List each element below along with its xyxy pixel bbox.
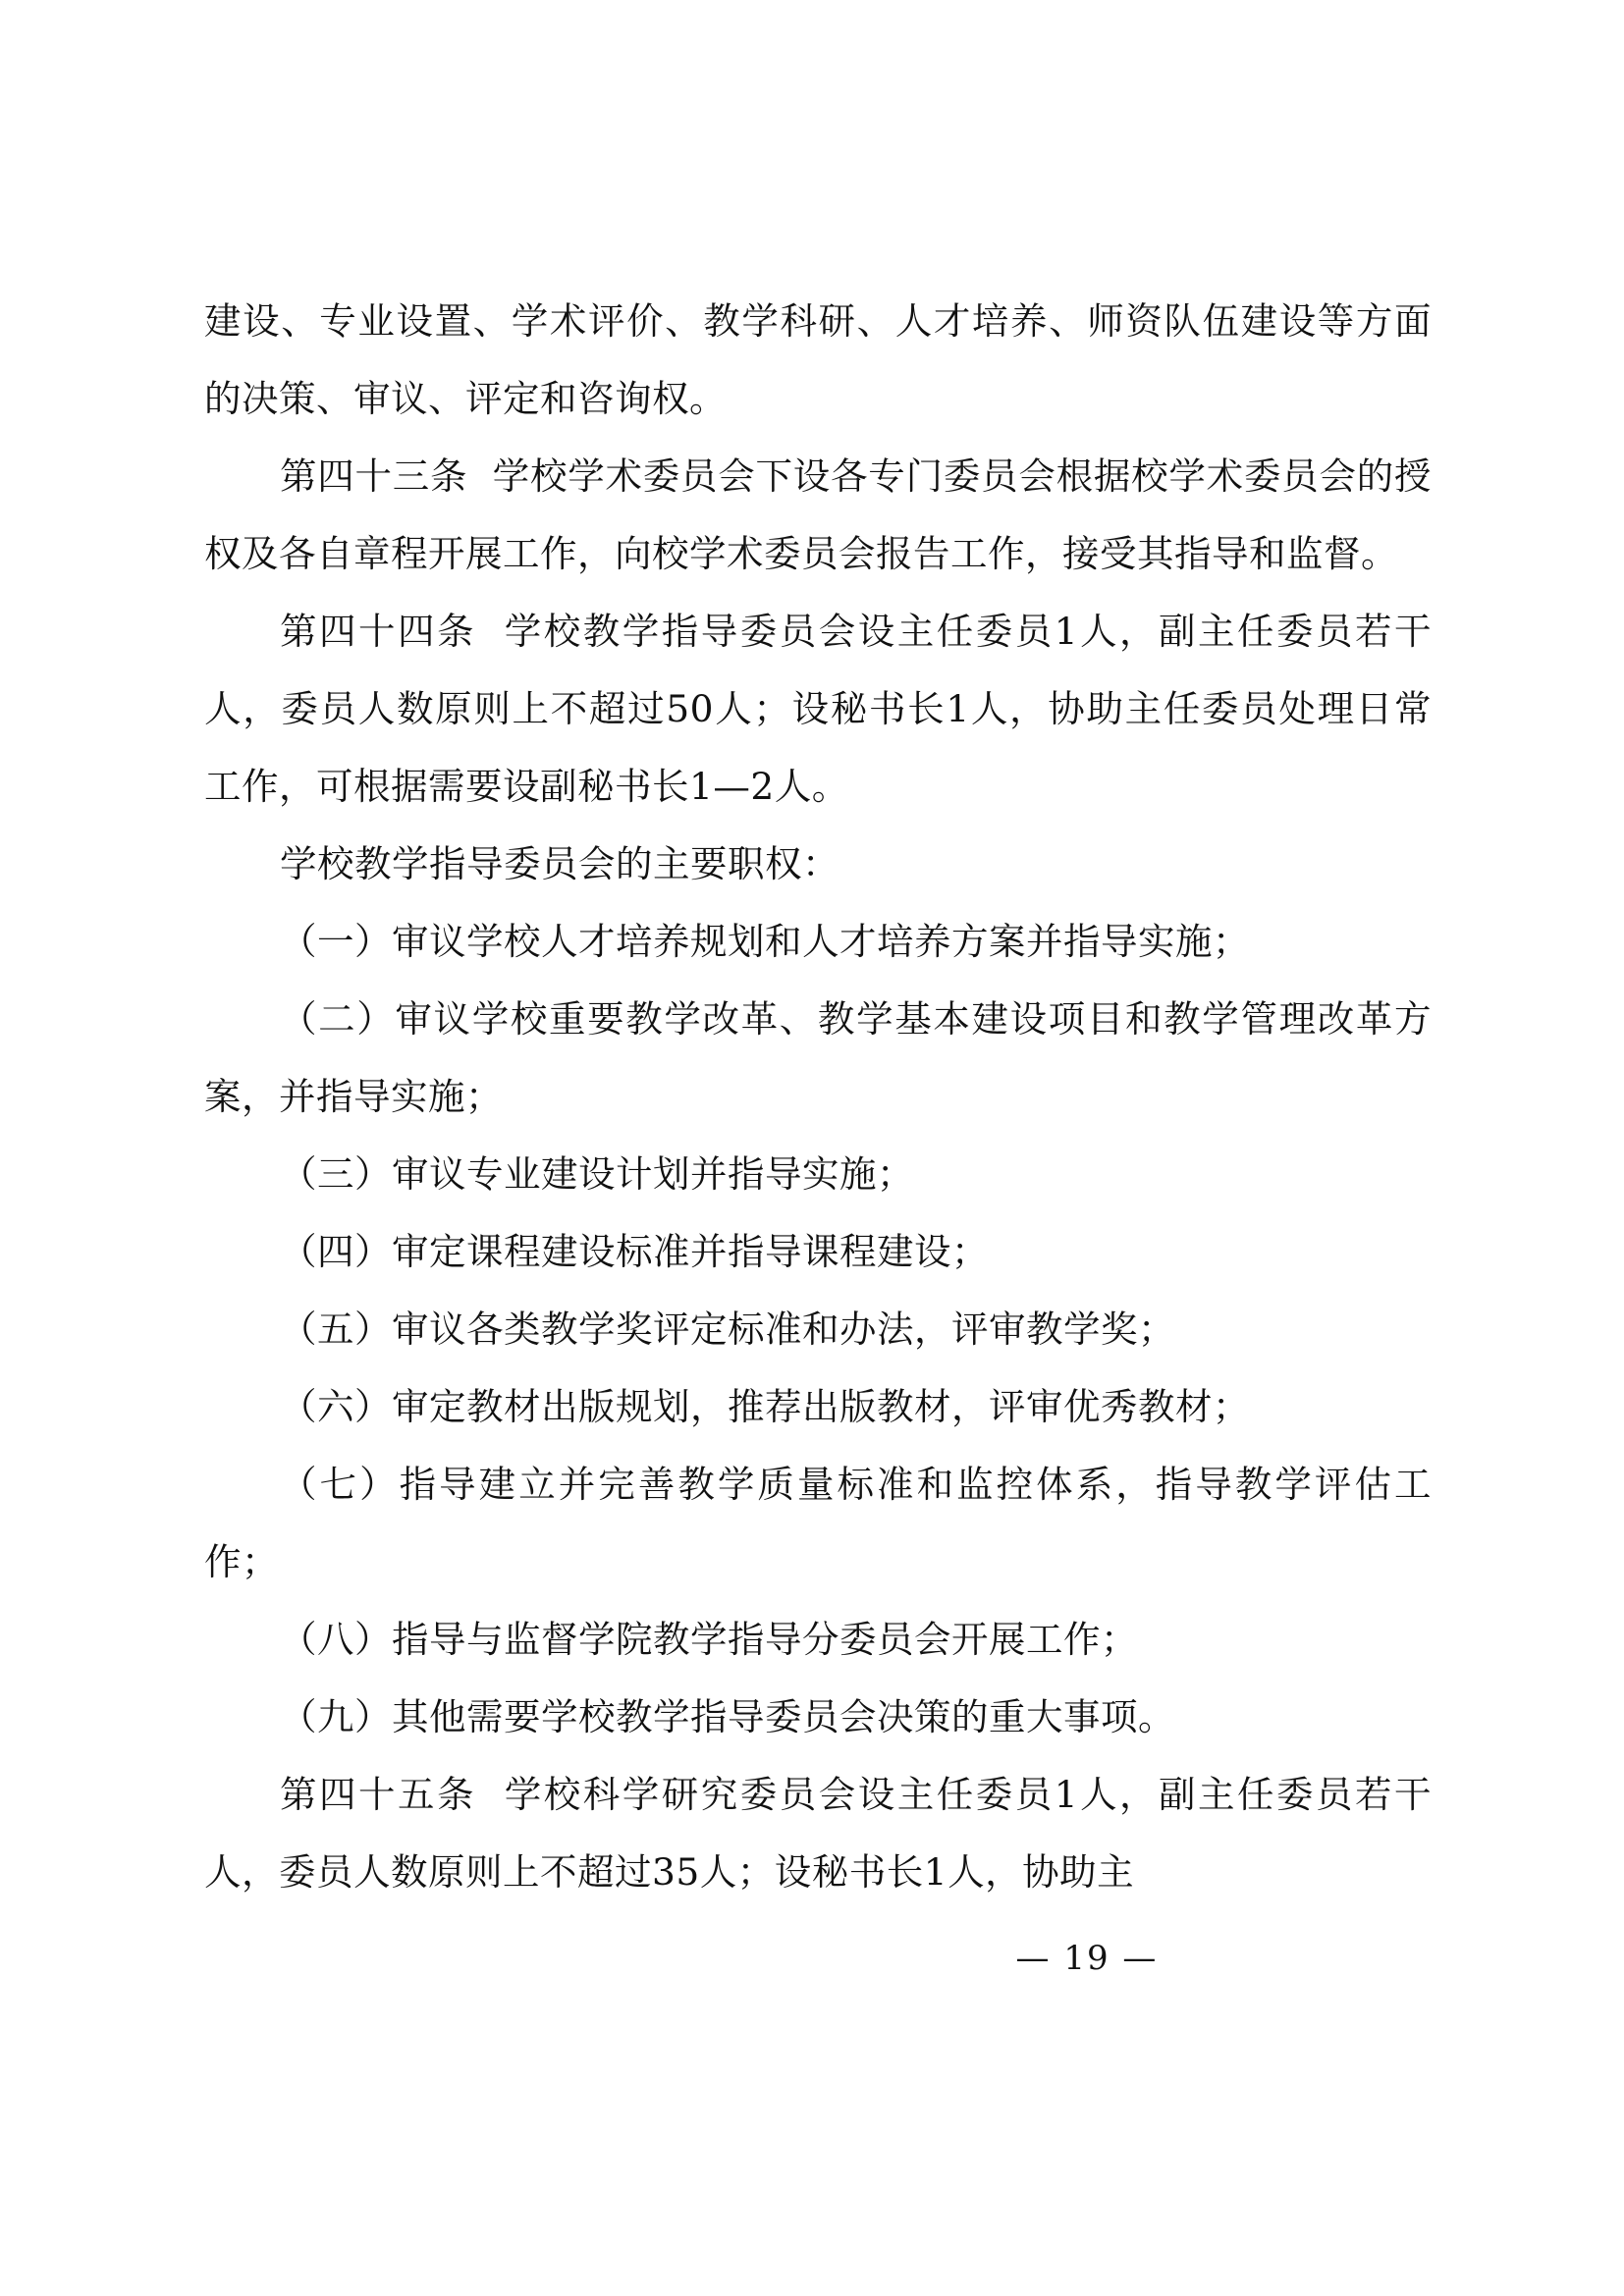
paragraph: 学校教学指导委员会的主要职权： xyxy=(280,842,839,885)
paragraph: （三）审议专业建设计划并指导实施； xyxy=(280,1152,914,1196)
paragraph: 第四十三条 学校学术委员会下设各专门委员会根据校学术委员会的授权及各自章程开展工作，向校学术委员会报告工作，接受其指导和监督。 xyxy=(204,454,1432,575)
page-number: — 19 — xyxy=(1015,1939,1159,1978)
paragraph: （二）审议学校重要教学改革、教学基本建设项目和教学管理改革方案，并指导实施； xyxy=(204,997,1432,1118)
paragraph: （八）指导与监督学院教学指导分委员会开展工作； xyxy=(280,1618,1138,1661)
paragraph: （七）指导建立并完善教学质量标准和监控体系，指导教学评估工作； xyxy=(204,1463,1432,1583)
paragraph: （四）审定课程建设标准并指导课程建设； xyxy=(280,1230,989,1273)
paragraph: 第四十四条 学校教学指导委员会设主任委员1人，副主任委员若干人，委员人数原则上不超过50人；设秘书长1人，协助主任委员处理日常工作，可根据需要设副秘书长1—2人。 xyxy=(204,610,1432,808)
document-body xyxy=(204,283,1432,1911)
paragraph: 第四十五条 学校科学研究委员会设主任委员1人，副主任委员若干人，委员人数原则上不超过35人；设秘书长1人，协助主 xyxy=(204,1773,1432,1894)
paragraph: 建设、专业设置、学术评价、教学科研、人才培养、师资队伍建设等方面的决策、审议、评定和咨询权。 xyxy=(204,299,1432,420)
paragraph: （九）其他需要学校教学指导委员会决策的重大事项。 xyxy=(280,1695,1175,1738)
paragraph: （一）审议学校人才培养规划和人才培养方案并指导实施； xyxy=(280,920,1250,963)
paragraph: （六）审定教材出版规划，推荐出版教材，评审优秀教材； xyxy=(280,1385,1250,1428)
paragraph: （五）审议各类教学奖评定标准和办法，评审教学奖； xyxy=(280,1308,1175,1351)
